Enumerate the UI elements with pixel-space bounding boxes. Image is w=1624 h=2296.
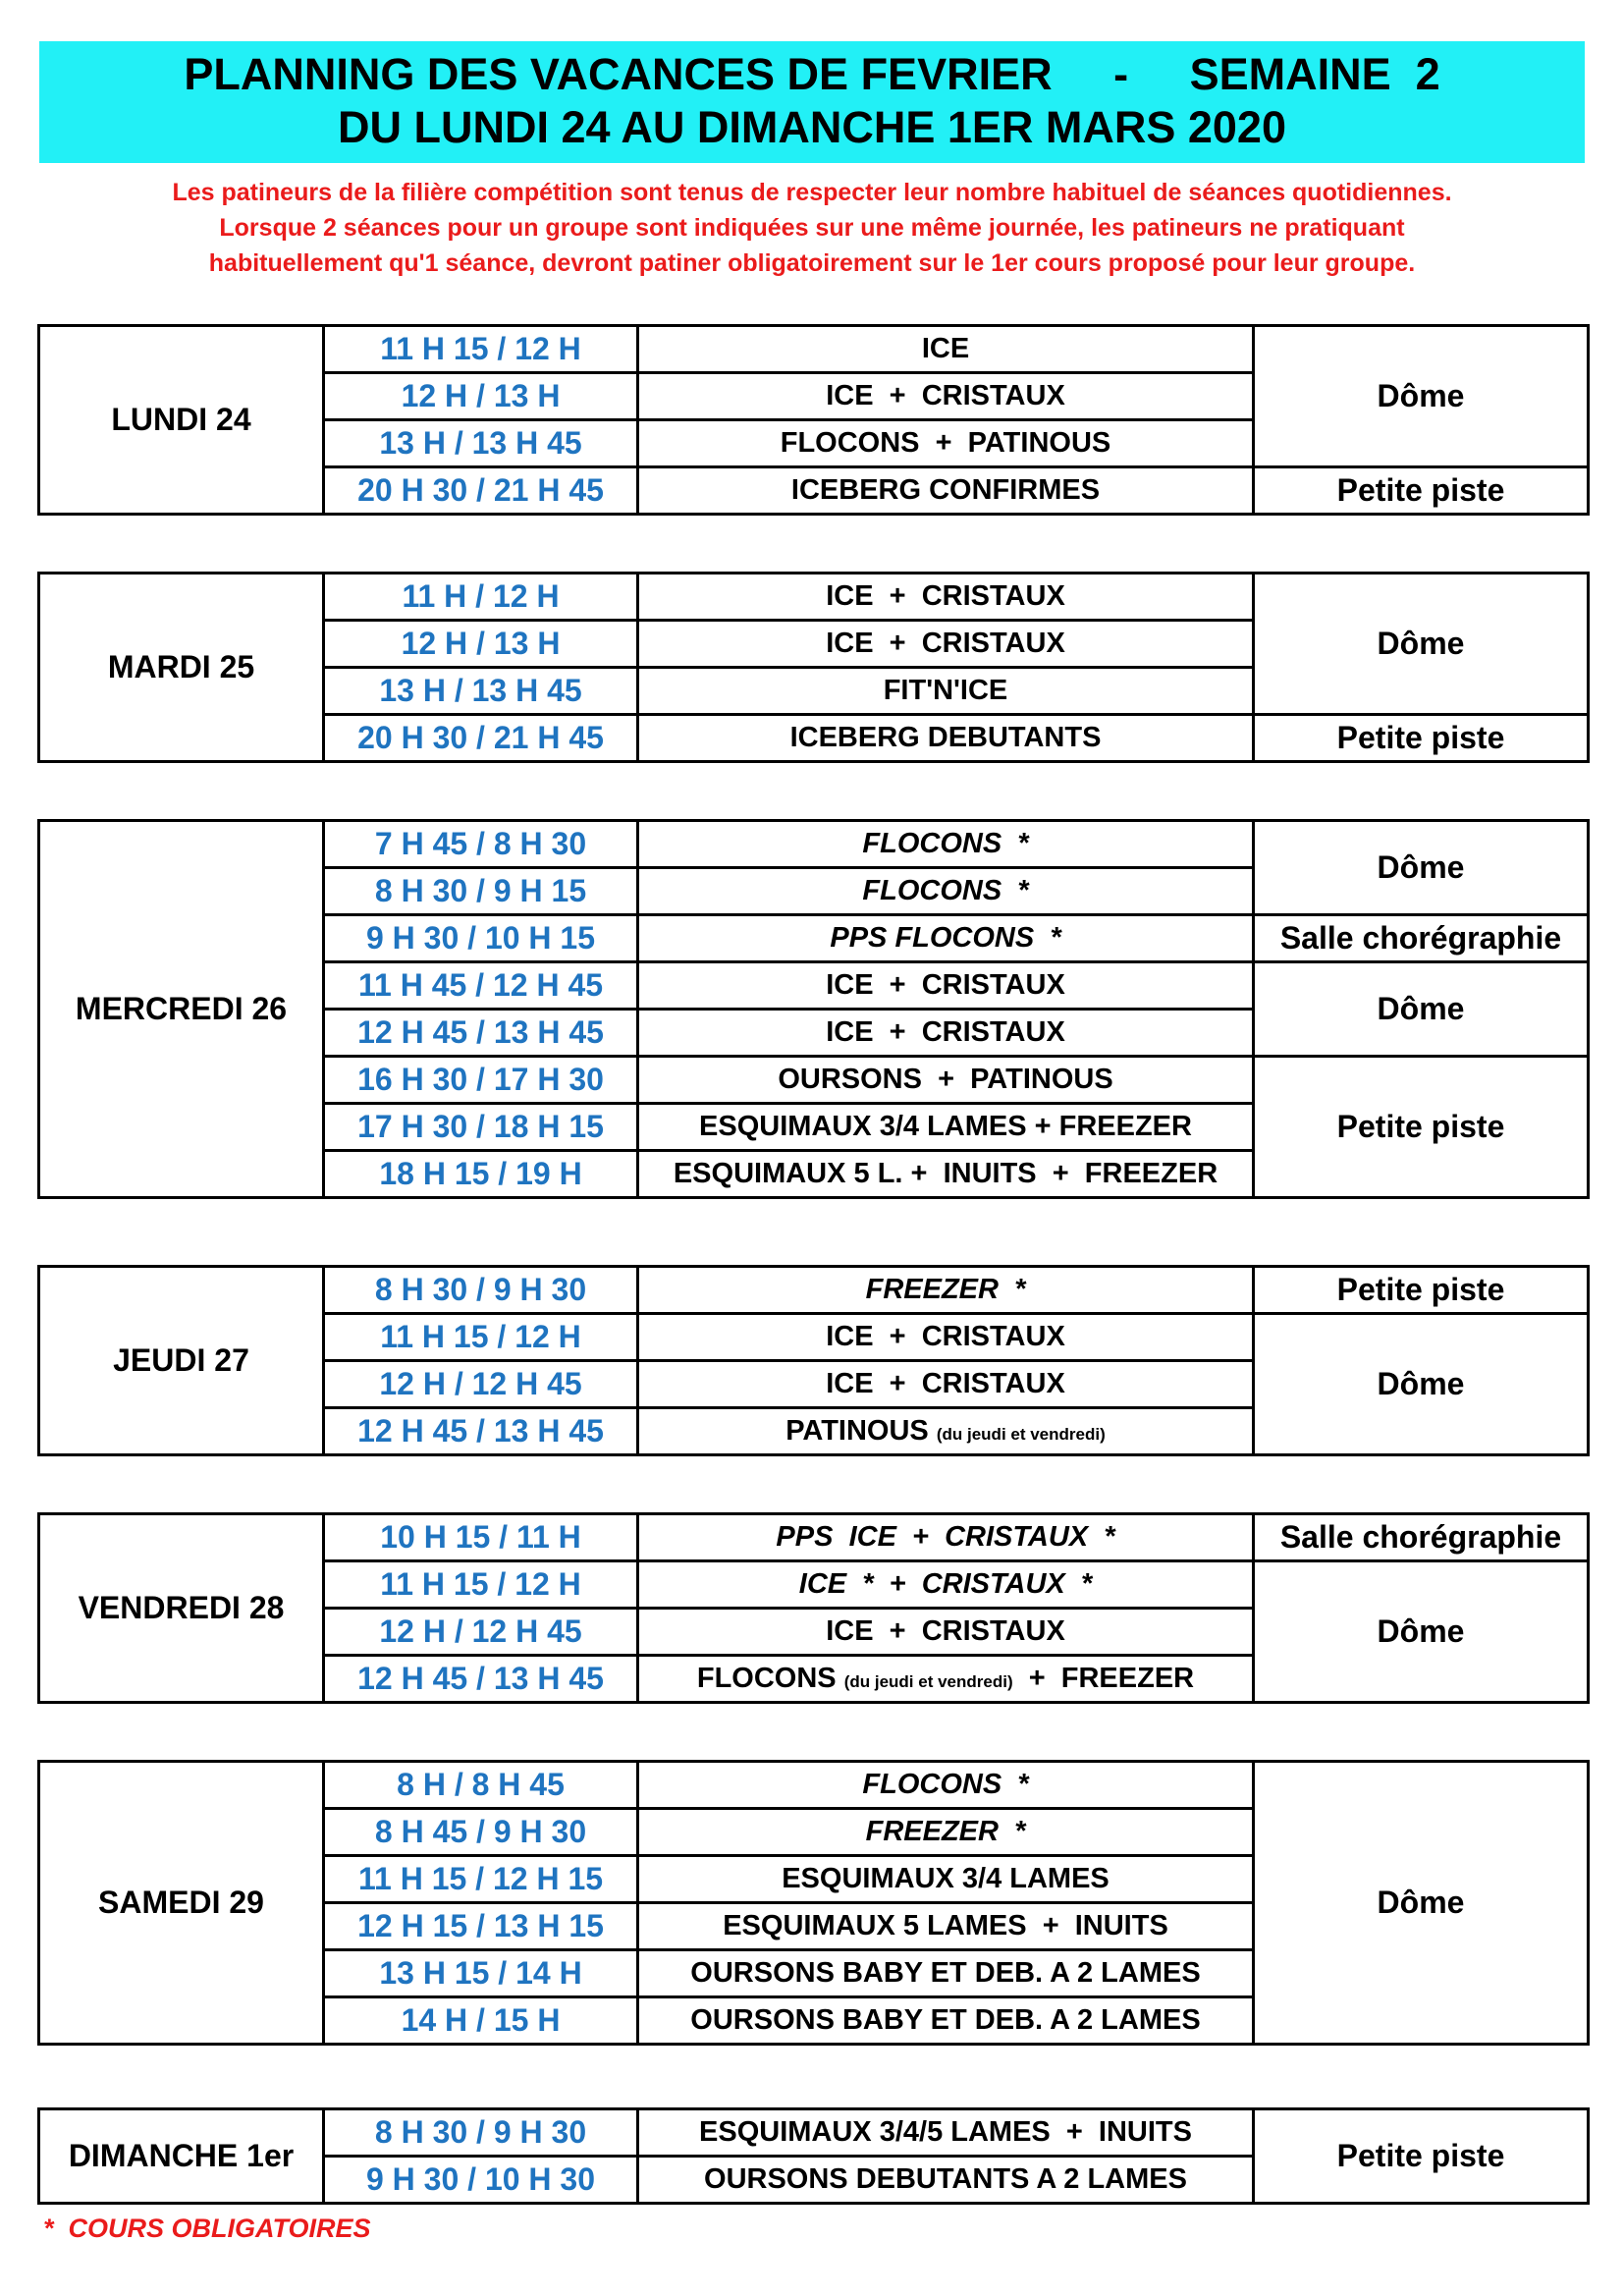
session-group: FREEZER * (638, 1267, 1254, 1314)
schedule-row (39, 326, 1589, 373)
session-time: 11 H 45 / 12 H 45 (324, 962, 638, 1010)
session-time: 9 H 30 / 10 H 30 (324, 2157, 638, 2204)
session-group: FIT'N'ICE (638, 668, 1254, 715)
session-group: ICE + CRISTAUX (638, 962, 1254, 1010)
day-table (37, 819, 1590, 1199)
schedule-row (39, 2109, 1589, 2157)
session-location: Dôme (1254, 1314, 1589, 1455)
session-group: ESQUIMAUX 3/4 LAMES (638, 1856, 1254, 1903)
session-time: 12 H / 13 H (324, 621, 638, 668)
group-label: PATINOUS (785, 1415, 929, 1447)
session-location: Dôme (1254, 1561, 1589, 1703)
session-location: Petite piste (1254, 467, 1589, 515)
session-location: Petite piste (1254, 2109, 1589, 2204)
schedule-row (39, 1514, 1589, 1561)
day-table (37, 1265, 1590, 1456)
notice-line: Lorsque 2 séances pour un groupe sont indiquées sur une même journée, les patineurs ne pratiquant (219, 214, 1405, 242)
session-time: 11 H 15 / 12 H (324, 1561, 638, 1609)
session-time: 8 H 30 / 9 H 30 (324, 1267, 638, 1314)
session-location: Petite piste (1254, 1267, 1589, 1314)
day-table (37, 572, 1590, 763)
day-name: MARDI 25 (39, 574, 324, 762)
schedule-row (39, 821, 1589, 868)
notice-line: habituellement qu'1 séance, devront patiner obligatoirement sur le 1er cours proposé pour leur groupe. (208, 249, 1416, 277)
session-group: OURSONS DEBUTANTS A 2 LAMES (638, 2157, 1254, 2204)
day-table (37, 1760, 1590, 2046)
session-group: ICE + CRISTAUX (638, 1609, 1254, 1656)
session-time: 18 H 15 / 19 H (324, 1151, 638, 1198)
session-time: 8 H 30 / 9 H 30 (324, 2109, 638, 2157)
footer-note: * COURS OBLIGATOIRES (43, 2214, 371, 2243)
day-table (37, 324, 1590, 516)
session-group: ICE + CRISTAUX (638, 574, 1254, 621)
session-group: PPS FLOCONS * (638, 915, 1254, 962)
session-group: ESQUIMAUX 3/4 LAMES + FREEZER (638, 1104, 1254, 1151)
session-group (638, 1656, 1254, 1703)
session-time: 10 H 15 / 11 H (324, 1514, 638, 1561)
session-group: FLOCONS * (638, 821, 1254, 868)
day-table (37, 2107, 1590, 2205)
schedule-row (39, 1762, 1589, 1809)
session-time: 12 H 45 / 13 H 45 (324, 1010, 638, 1057)
day-name: JEUDI 27 (39, 1267, 324, 1455)
session-time: 9 H 30 / 10 H 15 (324, 915, 638, 962)
session-group: ICEBERG DEBUTANTS (638, 715, 1254, 762)
session-group: ICEBERG CONFIRMES (638, 467, 1254, 515)
session-group: ICE + CRISTAUX (638, 621, 1254, 668)
session-group: ESQUIMAUX 5 LAMES + INUITS (638, 1903, 1254, 1950)
session-time: 20 H 30 / 21 H 45 (324, 715, 638, 762)
title-banner (39, 41, 1585, 163)
session-location: Dôme (1254, 962, 1589, 1057)
session-group: ICE * + CRISTAUX * (638, 1561, 1254, 1609)
notice-line: Les patineurs de la filière compétition sont tenus de respecter leur nombre habituel de séances quotidiennes. (172, 179, 1452, 206)
notice (59, 175, 1565, 281)
day-name: VENDREDI 28 (39, 1514, 324, 1703)
session-group: OURSONS BABY ET DEB. A 2 LAMES (638, 1997, 1254, 2045)
session-group: ICE + CRISTAUX (638, 1361, 1254, 1408)
session-location: Salle chorégraphie (1254, 915, 1589, 962)
session-group: ESQUIMAUX 3/4/5 LAMES + INUITS (638, 2109, 1254, 2157)
session-location: Dôme (1254, 1762, 1589, 2045)
session-location: Dôme (1254, 574, 1589, 715)
session-group: FLOCONS + PATINOUS (638, 420, 1254, 467)
session-group: FREEZER * (638, 1809, 1254, 1856)
group-extra: + FREEZER (1012, 1663, 1195, 1694)
day-name: MERCREDI 26 (39, 821, 324, 1198)
session-location: Dôme (1254, 326, 1589, 467)
session-group: PPS ICE + CRISTAUX * (638, 1514, 1254, 1561)
session-time: 13 H / 13 H 45 (324, 420, 638, 467)
session-time: 8 H 45 / 9 H 30 (324, 1809, 638, 1856)
session-time: 12 H / 13 H (324, 373, 638, 420)
session-time: 12 H / 12 H 45 (324, 1361, 638, 1408)
session-time: 11 H 15 / 12 H (324, 326, 638, 373)
group-note: (du jeudi et vendredi) (936, 1425, 1106, 1444)
session-group: ESQUIMAUX 5 L. + INUITS + FREEZER (638, 1151, 1254, 1198)
session-location: Petite piste (1254, 715, 1589, 762)
session-group: ICE (638, 326, 1254, 373)
schedule-row (39, 574, 1589, 621)
group-note: (du jeudi et vendredi) (843, 1672, 1013, 1691)
session-time: 8 H 30 / 9 H 15 (324, 868, 638, 915)
session-time: 11 H / 12 H (324, 574, 638, 621)
session-time: 20 H 30 / 21 H 45 (324, 467, 638, 515)
session-time: 17 H 30 / 18 H 15 (324, 1104, 638, 1151)
session-time: 12 H / 12 H 45 (324, 1609, 638, 1656)
session-time: 12 H 45 / 13 H 45 (324, 1656, 638, 1703)
group-label: FLOCONS (696, 1663, 837, 1694)
session-group (638, 1408, 1254, 1455)
session-time: 11 H 15 / 12 H (324, 1314, 638, 1361)
session-time: 8 H / 8 H 45 (324, 1762, 638, 1809)
session-location: Dôme (1254, 821, 1589, 915)
session-time: 16 H 30 / 17 H 30 (324, 1057, 638, 1104)
day-table (37, 1512, 1590, 1704)
session-group: ICE + CRISTAUX (638, 1010, 1254, 1057)
session-group: OURSONS BABY ET DEB. A 2 LAMES (638, 1950, 1254, 1997)
session-time: 14 H / 15 H (324, 1997, 638, 2045)
day-name: DIMANCHE 1er (39, 2109, 324, 2204)
session-group: FLOCONS * (638, 1762, 1254, 1809)
day-name: LUNDI 24 (39, 326, 324, 515)
session-location: Salle chorégraphie (1254, 1514, 1589, 1561)
session-time: 13 H 15 / 14 H (324, 1950, 638, 1997)
session-time: 12 H 45 / 13 H 45 (324, 1408, 638, 1455)
schedule-row (39, 1267, 1589, 1314)
session-group: ICE + CRISTAUX (638, 373, 1254, 420)
page-subtitle: DU LUNDI 24 AU DIMANCHE 1ER MARS 2020 (337, 102, 1286, 152)
session-location: Petite piste (1254, 1057, 1589, 1198)
session-group: FLOCONS * (638, 868, 1254, 915)
session-time: 11 H 15 / 12 H 15 (324, 1856, 638, 1903)
session-time: 12 H 15 / 13 H 15 (324, 1903, 638, 1950)
session-group: ICE + CRISTAUX (638, 1314, 1254, 1361)
day-name: SAMEDI 29 (39, 1762, 324, 2045)
session-time: 7 H 45 / 8 H 30 (324, 821, 638, 868)
session-time: 13 H / 13 H 45 (324, 668, 638, 715)
page-title: PLANNING DES VACANCES DE FEVRIER - SEMAINE 2 (184, 49, 1440, 99)
session-group: OURSONS + PATINOUS (638, 1057, 1254, 1104)
